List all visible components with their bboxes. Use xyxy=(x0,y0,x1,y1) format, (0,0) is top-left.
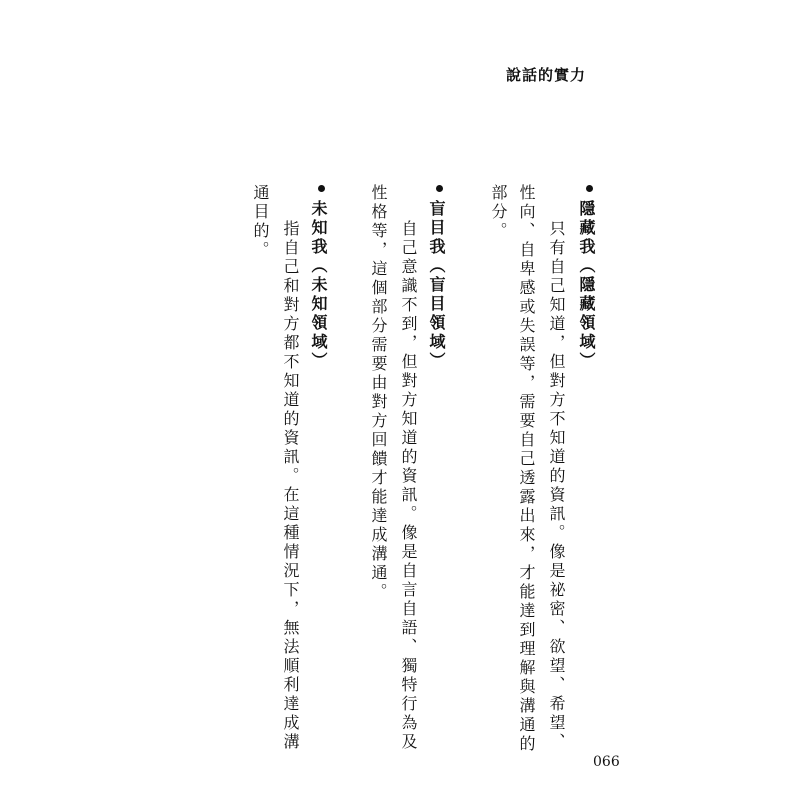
section-text-line: 性向、自卑感或失誤等，需要自己透露出來，才能達到理解與溝通的 xyxy=(517,184,536,754)
section-text-line: 只有自己知道，但對方不知道的資訊。像是祕密、欲望、希望、 xyxy=(547,220,566,752)
section-text-line: 性格等，這個部分需要由對方回饋才能達成溝通。 xyxy=(369,184,388,602)
bullet-icon xyxy=(318,185,325,192)
section-heading-blind-self: 盲目我（盲目領域） xyxy=(427,200,446,371)
bullet-icon xyxy=(436,185,443,192)
section-text-line: 自己意識不到，但對方知道的資訊。像是自言自語、獨特行為及 xyxy=(399,220,418,752)
running-header-title: 說話的實力 xyxy=(506,66,587,84)
bullet-icon xyxy=(586,185,593,192)
section-text-line: 指自己和對方都不知道的資訊。在這種情況下，無法順利達成溝 xyxy=(281,220,300,752)
section-heading-unknown-self: 未知我（未知領域） xyxy=(309,200,328,371)
section-heading-hidden-self: 隱藏我（隱藏領域） xyxy=(577,200,596,371)
section-text-line: 通目的。 xyxy=(251,184,270,260)
section-text-line: 部分。 xyxy=(489,184,508,241)
page-number: 066 xyxy=(593,754,620,770)
